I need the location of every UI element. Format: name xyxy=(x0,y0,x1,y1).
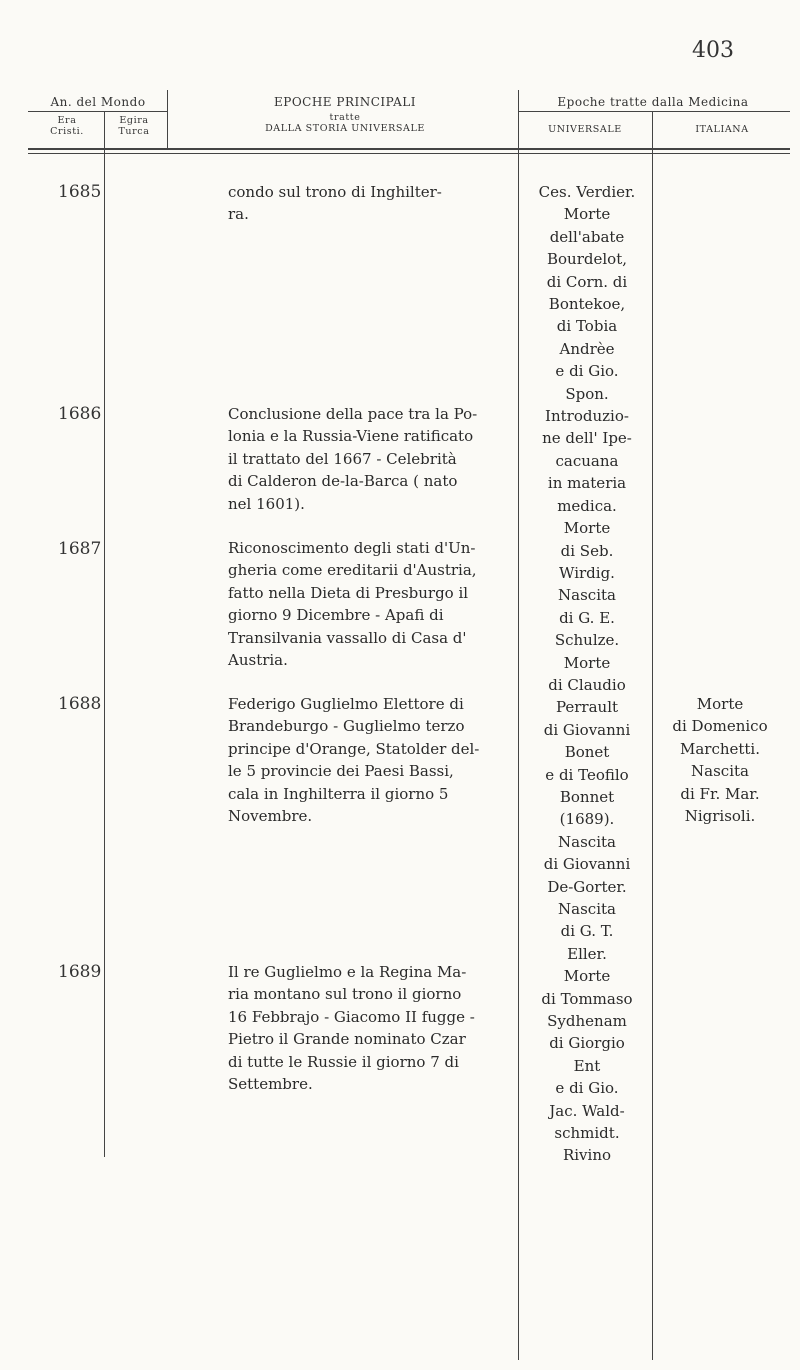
universale-line: e di Teofilo xyxy=(545,765,629,784)
universale-line: di Giovanni xyxy=(543,855,631,874)
universale-line: di Seb. xyxy=(560,541,614,560)
event-line: Novembre. xyxy=(228,807,313,826)
egira-label: Egira xyxy=(119,115,149,126)
universale-line: schmidt. xyxy=(554,1124,620,1143)
dalla-storia-label: DALLA STORIA UNIVERSALE xyxy=(265,122,425,134)
event-1685 xyxy=(228,181,523,226)
universale-line: Morte xyxy=(563,519,611,538)
tratte-label: tratte xyxy=(329,111,361,123)
turca-label: Turca xyxy=(118,125,150,137)
universale-line: di Giovanni xyxy=(543,720,631,739)
universale-line: di G. E. xyxy=(559,608,615,627)
universale-line: Andrèe xyxy=(559,339,615,358)
universale-line: Bonnet xyxy=(559,787,615,806)
universale-line: Bontekoe, xyxy=(548,295,626,314)
column-rule-egira-epoche xyxy=(167,90,168,150)
universale-line: di G. T. xyxy=(560,922,614,941)
event-line: cala in Inghilterra il giorno 5 xyxy=(228,784,449,803)
universale-line: Perrault xyxy=(555,698,619,717)
event-line: lonia e la Russia-Viene ratificato xyxy=(228,427,474,446)
universale-line: dell'abate xyxy=(549,227,625,246)
event-line: Settembre. xyxy=(228,1075,313,1094)
header-top-rule xyxy=(28,111,168,112)
universale-line: Ent xyxy=(573,1056,601,1075)
universale-line: e di Gio. xyxy=(555,362,619,381)
universale-line: Eller. xyxy=(567,944,607,963)
header-medicina-rule xyxy=(518,111,790,112)
italiana-line: di Domenico xyxy=(672,717,768,736)
header-epoche-principali xyxy=(180,96,510,135)
event-line: di tutte le Russie il giorno 7 di xyxy=(228,1052,459,1071)
italiana-line: Nigrisoli. xyxy=(684,807,756,826)
universale-line: Schulze. xyxy=(554,631,620,650)
year-1686: 1686 xyxy=(58,404,102,424)
italiana-line: Morte xyxy=(696,695,744,713)
event-line: ra. xyxy=(228,205,249,224)
page-number: 403 xyxy=(692,38,734,63)
universale-line: Bourdelot, xyxy=(547,250,627,269)
year-1688: 1688 xyxy=(58,694,102,714)
universale-line: (1689). xyxy=(559,810,615,829)
universale-line: Wirdig. xyxy=(559,563,615,582)
event-line: Transilvania vassallo di Casa d' xyxy=(228,628,467,647)
universale-line: Spon. xyxy=(565,384,609,403)
italiana-line: Marchetti. xyxy=(679,739,761,758)
italiana-line: di Fr. Mar. xyxy=(680,784,760,803)
event-line: Conclusione della pace tra la Po- xyxy=(228,405,478,423)
universale-line: di Giorgio xyxy=(549,1034,625,1053)
event-line: Federigo Guglielmo Elettore di xyxy=(228,695,464,713)
event-1688 xyxy=(228,693,523,827)
event-1687 xyxy=(228,537,523,671)
event-line: principe d'Orange, Statolder del- xyxy=(228,739,480,758)
universale-line: Bonet xyxy=(564,743,610,762)
universale-line: ne dell' Ipe- xyxy=(542,429,632,448)
header-italiana: ITALIANA xyxy=(695,124,749,135)
header-anno-del-mondo: An. del Mondo xyxy=(50,95,146,109)
event-line: le 5 provincie dei Paesi Bassi, xyxy=(228,762,454,781)
universale-line: in materia xyxy=(547,474,627,493)
event-line: 16 Febbrajo - Giacomo II fugge - xyxy=(228,1007,475,1026)
event-line: giorno 9 Dicembre - Apafi di xyxy=(228,606,444,625)
event-line: di Calderon de-la-Barca ( nato xyxy=(228,472,458,491)
event-line: Riconoscimento degli stati d'Un- xyxy=(228,539,476,557)
universale-line: medica. xyxy=(557,496,617,515)
epoche-principali-title: EPOCHE PRINCIPALI xyxy=(273,95,416,109)
universale-line: Nascita xyxy=(558,900,616,918)
universale-line: Morte xyxy=(563,967,611,986)
event-line: condo sul trono di Inghilter- xyxy=(228,183,442,201)
universale-line: di Claudio xyxy=(548,675,626,694)
event-line: Pietro il Grande nominato Czar xyxy=(228,1030,466,1049)
year-1685: 1685 xyxy=(58,182,102,202)
event-1686 xyxy=(228,403,523,515)
universale-line: Introduzio- xyxy=(545,407,629,426)
universale-line: di Corn. di xyxy=(546,272,628,291)
event-line: ria montano sul trono il giorno xyxy=(228,985,462,1004)
universale-line: Morte xyxy=(563,653,611,672)
universale-line: Sydhenam xyxy=(547,1012,627,1031)
header-bottom-rule-2 xyxy=(28,153,790,154)
event-1689 xyxy=(228,961,523,1095)
italiana-column xyxy=(650,693,790,827)
universale-line: Jac. Wald- xyxy=(549,1101,625,1120)
universale-line: Rivino xyxy=(562,1146,612,1165)
universale-line: Nascita xyxy=(558,586,616,605)
universale-line: e di Gio. xyxy=(555,1079,619,1098)
event-line: il trattato del 1667 - Celebrità xyxy=(228,449,457,468)
universale-line: cacuana xyxy=(555,451,619,470)
header-bottom-rule xyxy=(28,148,790,150)
header-epoche-medicina: Epoche tratte dalla Medicina xyxy=(557,95,749,109)
header-egira-turca xyxy=(104,116,164,138)
universale-column xyxy=(517,181,657,1167)
universale-line: Ces. Verdier. xyxy=(538,183,636,201)
era-label: Era xyxy=(57,115,77,126)
universale-line: di Tommaso xyxy=(541,989,633,1008)
universale-line: Nascita xyxy=(558,832,616,851)
event-line: Austria. xyxy=(228,651,288,670)
year-1687: 1687 xyxy=(58,539,102,559)
event-line: fatto nella Dieta di Presburgo il xyxy=(228,583,469,602)
header-universale: UNIVERSALE xyxy=(548,124,622,135)
italiana-line: Nascita xyxy=(691,762,749,781)
event-line: Il re Guglielmo e la Regina Ma- xyxy=(228,963,467,981)
year-1689: 1689 xyxy=(58,962,102,982)
event-line: Brandeburgo - Guglielmo terzo xyxy=(228,717,465,736)
event-line: nel 1601). xyxy=(228,494,305,513)
column-rule-era-egira xyxy=(104,112,105,1157)
universale-line: di Tobia xyxy=(556,317,618,336)
cristi-label: Cristi. xyxy=(50,125,84,137)
universale-line: Morte xyxy=(563,205,611,224)
universale-line: De-Gorter. xyxy=(547,877,627,896)
header-era-cristi xyxy=(32,116,102,138)
event-line: gheria come ereditarii d'Austria, xyxy=(228,561,477,580)
